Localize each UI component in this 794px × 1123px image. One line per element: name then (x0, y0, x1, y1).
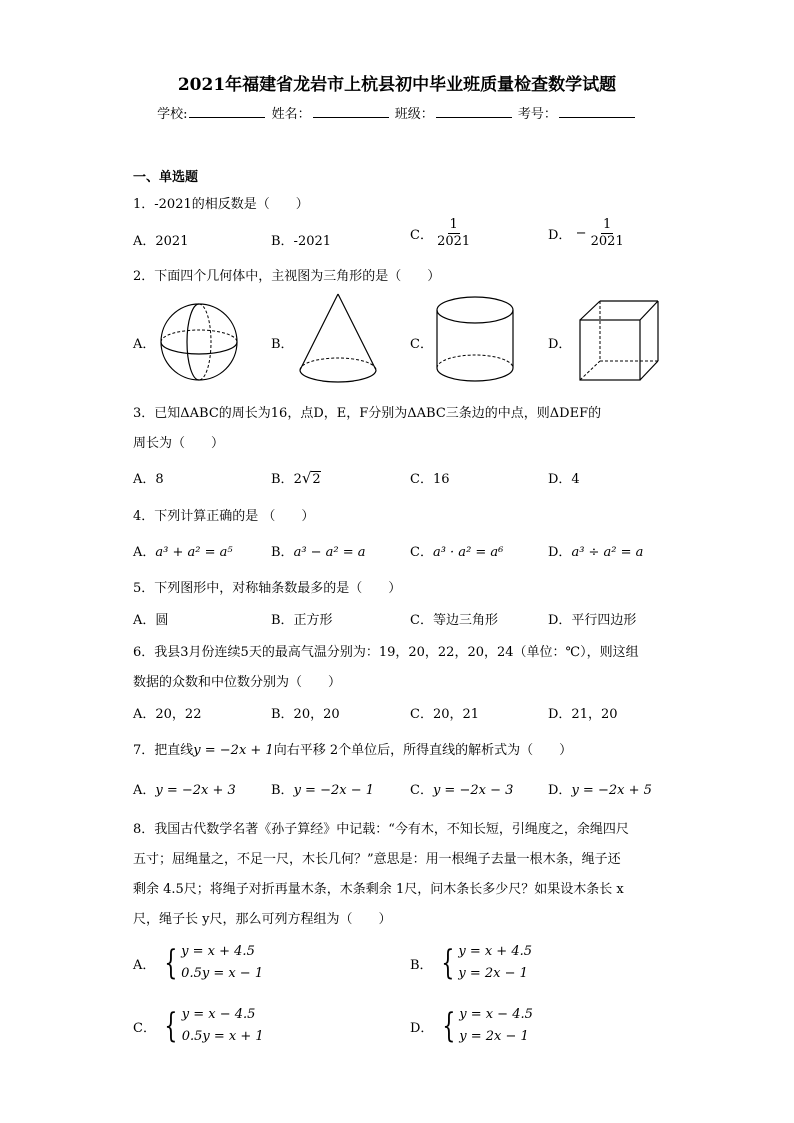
q3-option-b: B．2√2 (271, 469, 321, 487)
q1-option-a: A．2021 (133, 234, 189, 249)
cube-icon (576, 298, 662, 384)
q1-option-b: B．-2021 (271, 234, 332, 249)
q4-option-d: D．a³ ÷ a² = a (548, 545, 644, 560)
school-label: 学校: (157, 107, 188, 122)
question-3-line-1: 3．已知ΔABC的周长为16，点D，E，F分别为ΔABC三条边的中点，则ΔDEF的 (133, 406, 602, 421)
q1-option-d: D． − $\frac{1}{2021}$ (548, 217, 624, 249)
q5-option-d: D．平行四边形 (548, 613, 637, 628)
question-6-line-1: 6．我县3月份连续5天的最高气温分别为：19，20，22，20，24（单位：℃），则这组 (133, 645, 639, 660)
question-8-line-4: 尺，绳子长 y尺，那么可列方程组为（ ） (133, 912, 392, 927)
question-5-stem: 5．下列图形中，对称轴条数最多的是（ ） (133, 581, 402, 596)
name-label: 姓名： (271, 107, 311, 122)
class-label: 班级： (394, 107, 434, 122)
section-heading: 一、单选题 (133, 170, 199, 185)
q2-option-c-label: C． (410, 337, 433, 352)
q8-option-d: D． { y = x − 4.5 y = 2x − 1 (410, 1006, 533, 1046)
q4-option-c: C．a³ · a² = a⁶ (410, 545, 504, 560)
question-8-line-1: 8．我国古代数学名著《孙子算经》中记载：“今有木，不知长短，引绳度之，余绳四尺 (133, 822, 629, 837)
q7-option-a: A．y = −2x + 3 (133, 783, 236, 798)
question-7-stem: 7．把直线y = −2x + 1向右平移 2个单位后，所得直线的解析式为（ ） (133, 743, 573, 758)
page-title: 2021年福建省龙岩市上杭县初中毕业班质量检查数学试题 (177, 75, 617, 95)
question-8-line-3: 剩余 4.5尺；将绳子对折再量木条，木条剩余 1尺，问木条长多少尺？如果设木条长 x (133, 882, 624, 897)
q2-option-a-label: A． (133, 337, 156, 352)
exam-no-blank[interactable] (559, 105, 635, 118)
q6-option-b: B．20，20 (271, 707, 340, 722)
question-8-line-2: 五寸；屈绳量之，不足一尺，木长几何？”意思是：用一根绳子去量一根木条，绳子还 (133, 852, 621, 867)
q8-option-c: C． { y = x − 4.5 0.5y = x + 1 (133, 1006, 264, 1046)
name-blank[interactable] (313, 105, 389, 118)
q1-d-fraction: $\frac{1}{2021}$ (590, 217, 624, 249)
q5-option-b: B．正方形 (271, 613, 333, 628)
q5-option-c: C．等边三角形 (410, 613, 498, 628)
q2-option-d-label: D． (548, 337, 572, 352)
q6-option-c: C．20，21 (410, 707, 480, 722)
q1-option-c: C． $\frac{1}{2021}$ (410, 217, 471, 249)
cone-icon (296, 292, 380, 388)
question-2-stem: 2．下面四个几何体中，主视图为三角形的是（ ） (133, 269, 441, 284)
question-1-stem: 1．-2021的相反数是（ ） (133, 197, 309, 212)
q2-option-b-label: B． (271, 337, 294, 352)
question-4-stem: 4．下列计算正确的是 （ ） (133, 509, 315, 524)
class-blank[interactable] (436, 105, 512, 118)
question-6-line-2: 数据的众数和中位数分别为（ ） (133, 675, 342, 690)
q7-option-c: C．y = −2x − 3 (410, 783, 514, 798)
school-blank[interactable] (189, 105, 265, 118)
cylinder-icon (434, 294, 516, 386)
q6-option-a: A．20，22 (133, 707, 202, 722)
q1-c-fraction: $\frac{1}{2021}$ (437, 217, 471, 249)
sphere-icon (156, 300, 242, 384)
question-3-line-2: 周长为（ ） (133, 436, 225, 451)
q4-option-a: A．a³ + a² = a⁵ (133, 545, 233, 560)
q3-option-a: A．8 (133, 472, 164, 487)
q3-option-d: D．4 (548, 472, 580, 487)
q7-option-d: D．y = −2x + 5 (548, 783, 652, 798)
q4-option-b: B．a³ − a² = a (271, 545, 366, 560)
student-info-line (0, 103, 794, 122)
q7-option-b: B．y = −2x − 1 (271, 783, 374, 798)
q3-option-c: C．16 (410, 472, 450, 487)
exam-no-label: 考号： (517, 107, 557, 122)
q5-option-a: A．圆 (133, 613, 169, 628)
q8-option-b: B． { y = x + 4.5 y = 2x − 1 (410, 943, 533, 983)
q6-option-d: D．21，20 (548, 707, 618, 722)
q8-option-a: A． { y = x + 4.5 0.5y = x − 1 (133, 943, 264, 983)
